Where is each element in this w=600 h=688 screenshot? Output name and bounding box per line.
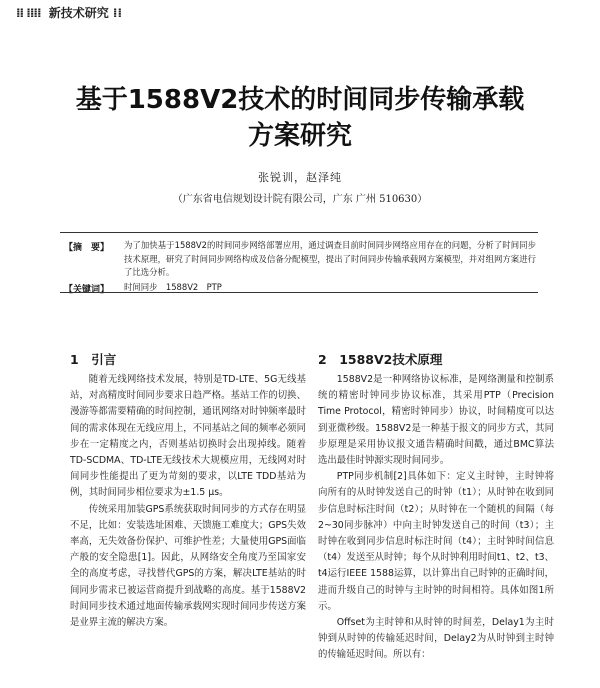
article-title-line2: 方案研究 [247, 121, 352, 151]
section2-paragraph: PTP同步机制[2]具体如下：定义主时钟，主时钟将向所有的从时钟发送自己的时钟（t1）；从时钟在收到同步信息时标注时间（t2）；从时钟在一个随机的间隔（每2~30同步脉冲）中向主时钟发送自己的时间（t3）；主时钟在收到同步信息时标注时间（t4）；主时钟时间信息（t4）发送至从时钟；每个从时钟利用时间t1、t2、t3、t4运行IEEE 1588运算，以计算出自己时钟的正确时间，进而升级自己的时钟与主时钟的时间相符。具体如图1所示。 [318, 471, 554, 612]
article-title-line1: 基于1588V2技术的时间同步传输承载 [75, 85, 525, 115]
authors: 张锐训，赵泽纯 [258, 171, 342, 184]
section2-heading: 2 1588V2技术原理 [318, 352, 443, 367]
header-decoration: ⁞⁞ ⁞⁞⁞⁞ [16, 6, 41, 20]
section1-body [70, 372, 306, 631]
abstract-top-rule [60, 232, 538, 233]
section1-paragraph: 随着无线网络技术发展，特别是TD-LTE、5G无线基站，对高精度时间同步要求日趋严格。基站工作的切换、漫游等都需要精确的时间控制，通讯网络对时钟频率最时间的需求体现在无线应用上，不同基站之间的频率必须同步在一定精度之内，否则基站切换时会出现掉线。随着TD-SCDMA、TD-LTE无线技术大规模应用，无线网对时间同步性能提出了更为苛刻的要求，以LTE TDD基站为例，其时间同步相位要求为±1.5 μs。 [70, 374, 306, 499]
section1-heading: 1 引言 [70, 352, 117, 367]
affiliation: （广东省电信规划设计院有限公司，广东 广州 510630） [172, 194, 428, 205]
journal-column-header [16, 4, 122, 21]
section2-paragraph: Offset为主时钟和从时钟的时间差，Delay1为主时钟到从时钟的传输延迟时间，Delay2为从时钟到主时钟的传输延迟时间。所以有： [318, 617, 554, 661]
section2-paragraph: 1588V2是一种网络协议标准，是网络测量和控制系统的精密时钟同步协议标准，其采用PTP（Precision Time Protocol，精密时钟同步）协议，时间精度可以达到亚微秒级。1588V2是一种基于报文的同步方式，其同步原理是采用协议报文通告精确时间戳，通过BMC算法选出最佳时钟源实现时间同步。 [318, 374, 554, 467]
abstract-label: 【摘 要】 [64, 243, 110, 253]
keywords-text: 时间同步 1588V2 PTP [124, 282, 222, 292]
abstract-bottom-rule [60, 292, 538, 293]
abstract-text: 为了加快基于1588V2的时间同步网络部署应用，通过调查目前时间同步网络应用存在的问题，分析了时间同步技术原理，研究了时间同步网络构成及信备分配模型，提出了时间同步传输承载网方案模型，并对组网方案进行了比选分析。 [124, 240, 536, 277]
section1-paragraph: 传统采用加装GPS系统获取时间同步的方式存在明显不足，比如：安装选址困难、天馈施工难度大；GPS失效率高，无失效备份保护、可维护性差；大量使用GPS面临产般的安全隐患[1]。因此，从网络安全角度乃至国家安全的高度考虑，寻找替代GPS的方案，解决LTE基站的时间同步需求已被运营商提升到战略的高度。基于1588V2时间同步技术通过地面传输承载网实现时间同步传送方案是业界主流的解决方案。 [70, 503, 306, 629]
section2-body [318, 372, 554, 664]
header-decoration-trail: ⁞⁞ [112, 6, 123, 20]
keywords-label: 【关键词】 [64, 285, 110, 295]
column-name: 新技术研究 [48, 6, 109, 20]
